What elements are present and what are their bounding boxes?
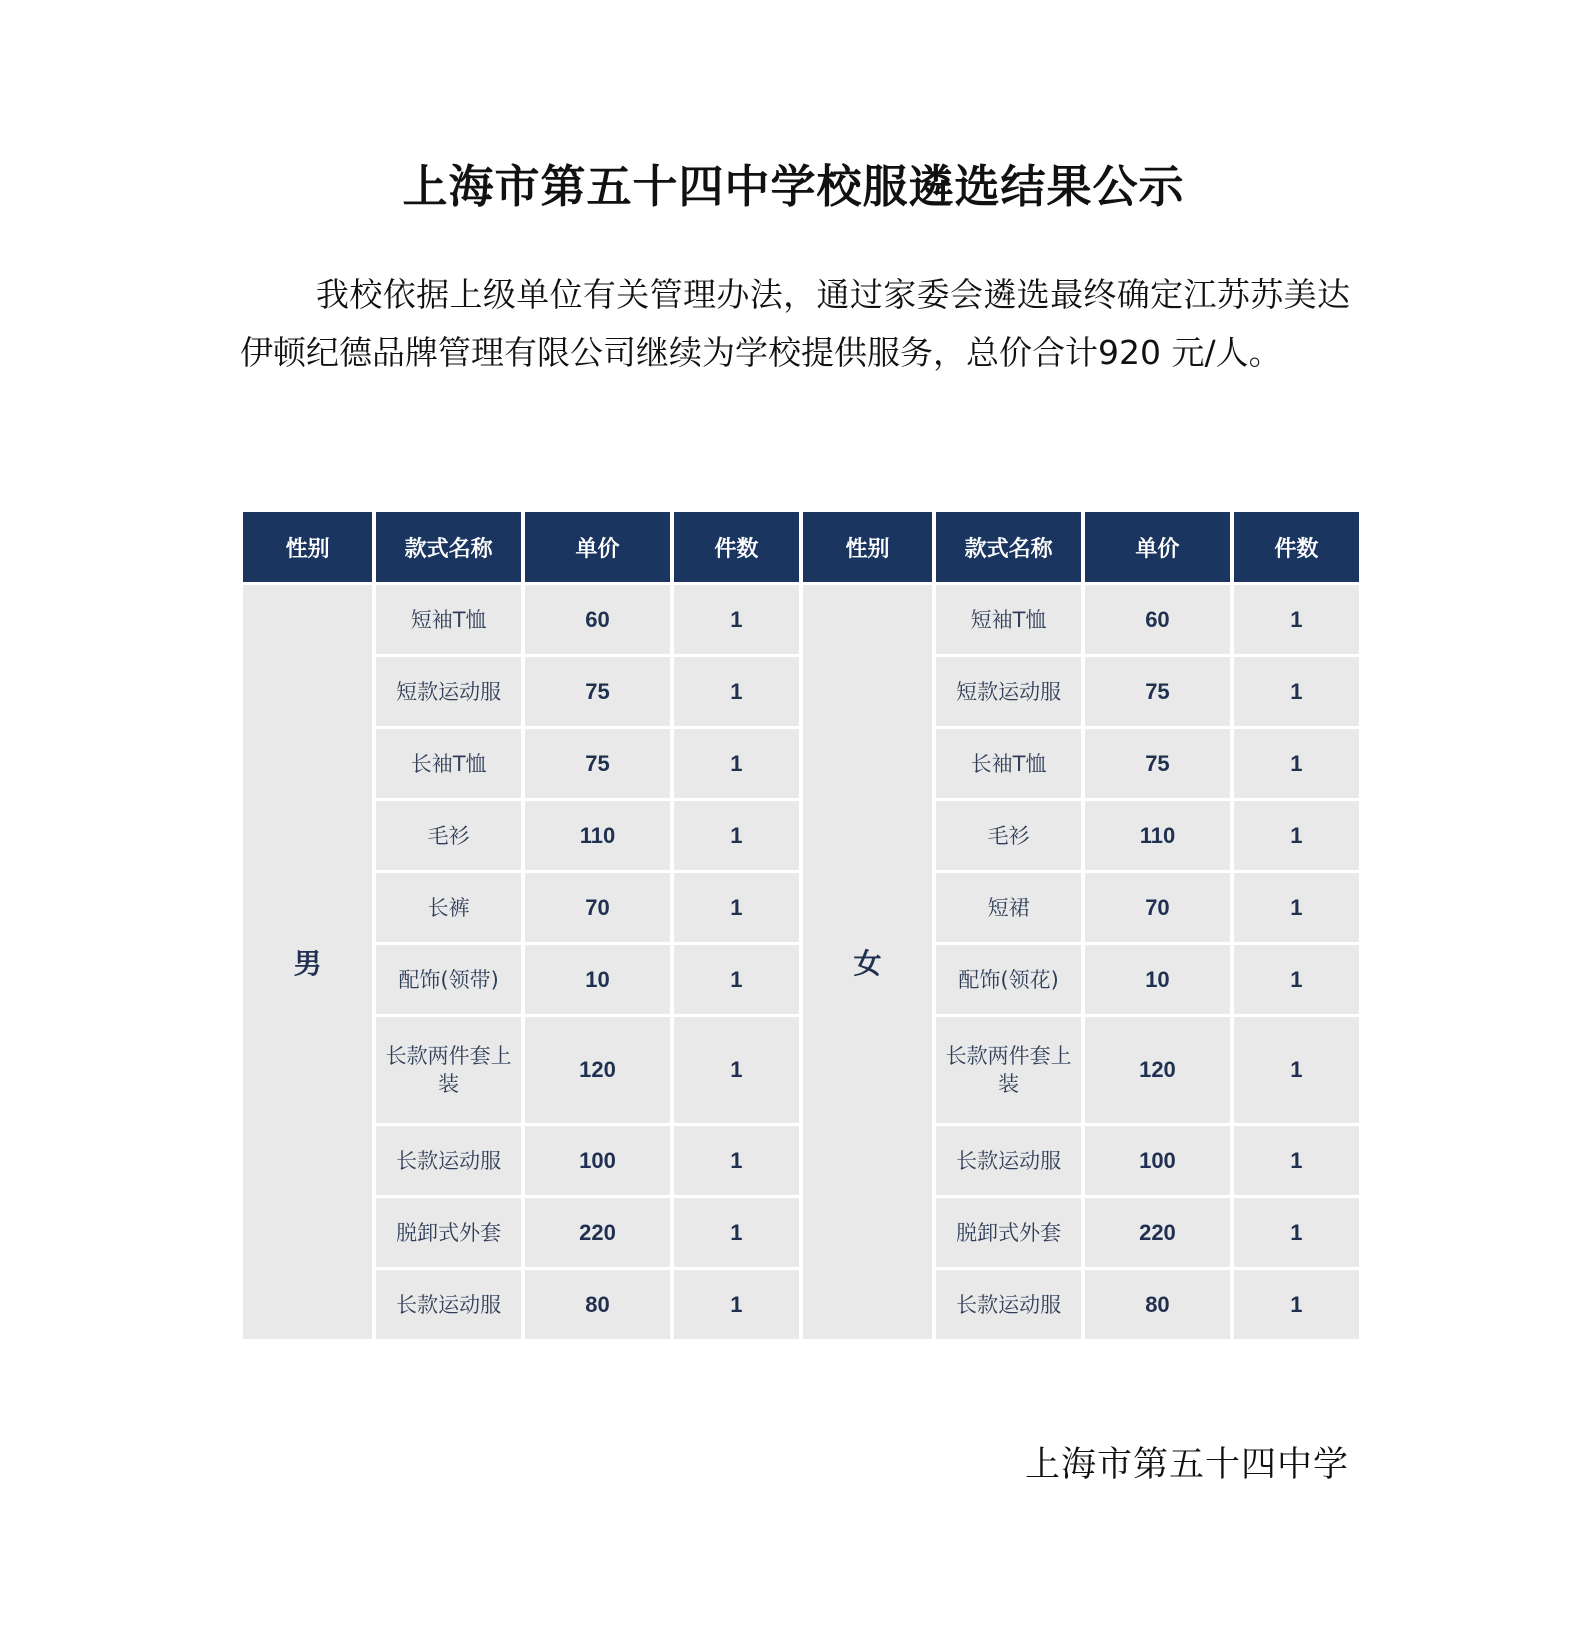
female-price-cell: 75 <box>1085 657 1230 726</box>
female-qty-cell: 1 <box>1234 873 1359 942</box>
male-qty-cell: 1 <box>674 945 799 1014</box>
male-qty-cell: 1 <box>674 585 799 654</box>
male-price-cell: 220 <box>525 1198 670 1267</box>
header-qty-male: 件数 <box>674 512 799 582</box>
female-price-cell: 100 <box>1085 1126 1230 1195</box>
page-title: 上海市第五十四中学校服遴选结果公示 <box>402 160 1185 213</box>
female-style-cell: 短裙 <box>936 873 1081 942</box>
male-price-cell: 110 <box>525 801 670 870</box>
male-price-cell: 10 <box>525 945 670 1014</box>
header-style-male: 款式名称 <box>376 512 521 582</box>
male-style-cell: 配饰(领带) <box>376 945 521 1014</box>
female-price-cell: 110 <box>1085 801 1230 870</box>
female-qty-cell: 1 <box>1234 1126 1359 1195</box>
male-price-cell: 75 <box>525 729 670 798</box>
announcement-paragraph: 我校依据上级单位有关管理办法，通过家委会遴选最终确定江苏苏美达伊顿纪德品牌管理有限公司继续为学校提供服务，总价合计920 元/人。 <box>240 275 1350 372</box>
table-row <box>243 945 1359 1014</box>
male-style-cell: 长款运动服 <box>376 1270 521 1339</box>
table-row <box>243 1198 1359 1267</box>
female-style-cell: 短款运动服 <box>936 657 1081 726</box>
female-style-cell: 长款运动服 <box>936 1270 1081 1339</box>
table-row <box>243 1126 1359 1195</box>
table-row <box>243 729 1359 798</box>
female-style-cell: 毛衫 <box>936 801 1081 870</box>
school-signature: 上海市第五十四中学 <box>1024 1445 1349 1485</box>
gender-male-cell: 男 <box>243 585 372 1339</box>
male-style-cell: 长裤 <box>376 873 521 942</box>
male-style-cell: 短袖T恤 <box>376 585 521 654</box>
female-price-cell: 75 <box>1085 729 1230 798</box>
table-row <box>243 657 1359 726</box>
male-qty-cell: 1 <box>674 801 799 870</box>
male-qty-cell: 1 <box>674 1017 799 1123</box>
male-price-cell: 100 <box>525 1126 670 1195</box>
table-header-row <box>243 512 1359 582</box>
female-qty-cell: 1 <box>1234 1270 1359 1339</box>
uniform-table-container <box>243 512 1359 1318</box>
female-style-cell: 配饰(领花) <box>936 945 1081 1014</box>
male-price-cell: 60 <box>525 585 670 654</box>
header-gender-male: 性别 <box>243 512 372 582</box>
male-price-cell: 80 <box>525 1270 670 1339</box>
female-style-cell: 脱卸式外套 <box>936 1198 1081 1267</box>
female-price-cell: 220 <box>1085 1198 1230 1267</box>
header-qty-female: 件数 <box>1234 512 1359 582</box>
header-style-female: 款式名称 <box>936 512 1081 582</box>
female-price-cell: 120 <box>1085 1017 1230 1123</box>
male-style-cell: 脱卸式外套 <box>376 1198 521 1267</box>
male-price-cell: 75 <box>525 657 670 726</box>
female-qty-cell: 1 <box>1234 657 1359 726</box>
female-qty-cell: 1 <box>1234 729 1359 798</box>
female-qty-cell: 1 <box>1234 801 1359 870</box>
female-qty-cell: 1 <box>1234 1198 1359 1267</box>
male-price-cell: 70 <box>525 873 670 942</box>
table-row <box>243 1017 1359 1123</box>
female-price-cell: 60 <box>1085 585 1230 654</box>
header-price-male: 单价 <box>525 512 670 582</box>
gender-female-cell: 女 <box>803 585 932 1339</box>
female-style-cell: 短袖T恤 <box>936 585 1081 654</box>
female-style-cell: 长袖T恤 <box>936 729 1081 798</box>
male-style-cell: 毛衫 <box>376 801 521 870</box>
table-row <box>243 585 1359 654</box>
male-qty-cell: 1 <box>674 1126 799 1195</box>
female-price-cell: 10 <box>1085 945 1230 1014</box>
male-style-cell: 短款运动服 <box>376 657 521 726</box>
female-price-cell: 70 <box>1085 873 1230 942</box>
header-gender-female: 性别 <box>803 512 932 582</box>
male-price-cell: 120 <box>525 1017 670 1123</box>
female-style-cell: 长款两件套上装 <box>936 1017 1081 1123</box>
table-row <box>243 801 1359 870</box>
table-row <box>243 873 1359 942</box>
female-style-cell: 长款运动服 <box>936 1126 1081 1195</box>
male-qty-cell: 1 <box>674 657 799 726</box>
male-qty-cell: 1 <box>674 1270 799 1339</box>
female-price-cell: 80 <box>1085 1270 1230 1339</box>
female-qty-cell: 1 <box>1234 585 1359 654</box>
header-price-female: 单价 <box>1085 512 1230 582</box>
male-style-cell: 长款两件套上装 <box>376 1017 521 1123</box>
female-qty-cell: 1 <box>1234 1017 1359 1123</box>
table-row <box>243 1270 1359 1339</box>
male-qty-cell: 1 <box>674 1198 799 1267</box>
male-qty-cell: 1 <box>674 873 799 942</box>
male-style-cell: 长袖T恤 <box>376 729 521 798</box>
male-style-cell: 长款运动服 <box>376 1126 521 1195</box>
male-qty-cell: 1 <box>674 729 799 798</box>
female-qty-cell: 1 <box>1234 945 1359 1014</box>
uniform-price-table <box>239 509 1363 1342</box>
